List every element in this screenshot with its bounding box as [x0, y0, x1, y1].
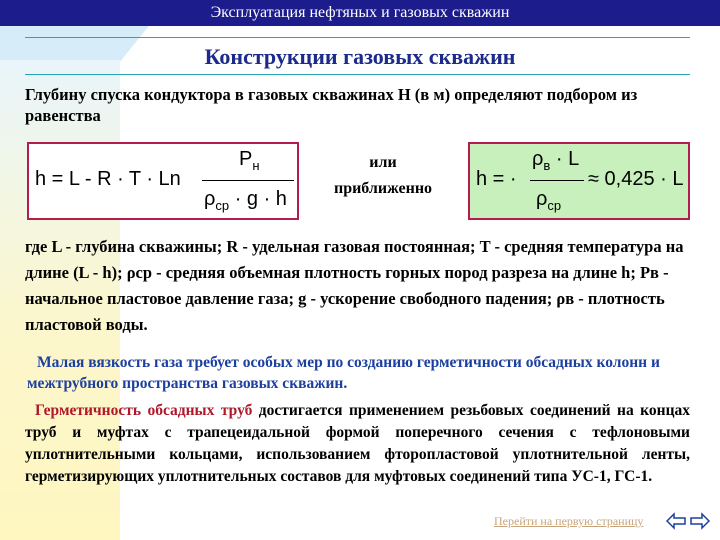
middle-text-approx: приближенно — [333, 180, 433, 197]
formula-depth-exact — [27, 142, 299, 220]
middle-text-or: или — [369, 154, 397, 171]
last-paragraph — [25, 400, 690, 488]
header-title: Эксплуатация нефтяных и газовых скважин — [210, 4, 510, 21]
first-page-link[interactable]: Перейти на первую страницу — [494, 514, 644, 528]
fraction-bar — [202, 180, 294, 181]
formula-depth-approx — [468, 142, 690, 220]
intro-paragraph: Глубину спуска кондуктора в газовых скважинах H (в м) определяют подбором из равенства — [25, 85, 638, 125]
definitions-paragraph: где L - глубина скважины; R - удельная газовая постоянная; T - средняя температура на длине (L - h); ρср - средняя объемная плотность горных пород разреза на длине h; Pв - начальное пластовое давление газа; g - ускорение свободного падения; ρв - плотность пластовой воды. — [25, 237, 684, 334]
formula2-numerator: $\rho_в \cdot L$ — [532, 148, 580, 173]
blue-paragraph: Малая вязкость газа требует особых мер по созданию герметичности обсадных колонн и межтрубного пространства газовых скважин. — [27, 354, 660, 392]
highlight-text: Герметичность обсадных труб — [35, 402, 253, 419]
divider-bottom — [25, 74, 690, 75]
arrow-right-icon[interactable] — [690, 512, 710, 530]
formula1-denominator: $\rho_{ср} \cdot g \cdot h$ — [204, 188, 287, 213]
formula2-rhs: ≈ 0,425 · L — [588, 168, 684, 190]
formula2-lhs: h = · — [476, 168, 517, 190]
formula2-denominator: $\rho_{ср}$ — [536, 188, 562, 213]
formula1-lhs: h = L - R · T · Ln — [35, 168, 181, 190]
last-paragraph-text: достигается применением резьбовых соединений на концах труб и муфтах с трапецеидальной формой поперечного сечения с тефлоновыми уплотнительными кольцами, использованием фторопластовой уплотнительной ленты, герметизирующих уплотнительных составов для муфтовых соединений типа УС-1, ГС-1. — [25, 402, 690, 485]
formula1-numerator: $P_н$ — [239, 148, 260, 173]
header-bar — [0, 0, 720, 26]
middle-text — [308, 150, 458, 202]
divider-top — [25, 37, 690, 38]
arrow-left-icon[interactable] — [666, 512, 686, 530]
fraction-bar — [530, 180, 584, 181]
page-title: Конструкции газовых скважин — [204, 44, 516, 69]
